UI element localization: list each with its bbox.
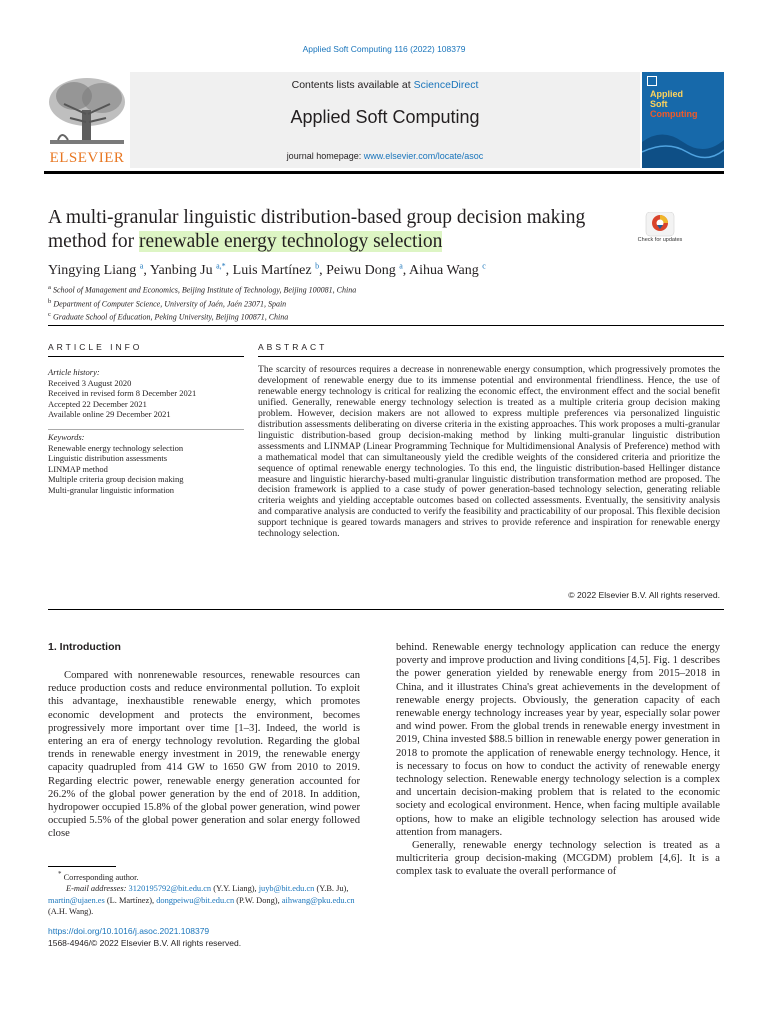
abstract-heading: ABSTRACT <box>258 342 328 352</box>
author-name: Yanbing Ju <box>149 262 213 278</box>
email-owner: (P.W. Dong), <box>234 895 282 905</box>
abstract-copyright: © 2022 Elsevier B.V. All rights reserved. <box>568 590 720 600</box>
author-separator: , <box>225 262 233 278</box>
keyword: Linguistic distribution assessments <box>48 453 167 463</box>
abstract-text: The scarcity of resources requires a decrease in nonrenewable energy consumption, which progressively promotes the development of renewable energy due to its immense potential and environmental friendliness. Hence, the use of renewable energy technology is critical for realizing the economic effect, the environment effect and the social benefit unified. Generally, renewable energy technology selection is treated as a multiple criteria group decision making problem. However, decision makers are not allowed to express multiple preferences via personalized linguistic distribution assessments deliberating on diverse criteria in the existing approaches. This work proposes a multi-granular linguistic distribution-based group decision-making method by linking multi-granular linguistic distribution assessments and LINMAP (Linear Programming Technique for Multidimensional Analysis of Preference) method with a mathematical model that can simultaneously yield the credible weights of the considered criteria and prioritize the sequence of optimal renewable energy technologies. To this end, the linguistic distribution-based Hellinger distance measure and linguistic hierarchy-based multi-granular linguistic distribution transformation method are proposed. The decision framework is applied to a case study of power generation-based technology selection, generating reliable criteria weights and yielding acceptable outcomes based on collected assessments. Eventually, the sensitivity analysis and comparative analysis are conducted to verify the feasibility and practicability of our proposal. This flexible decision support technique is geared towards managers and strives to provide reference and inspiration for renewable energy technology selection. <box>258 364 720 540</box>
journal-citation-link[interactable]: Applied Soft Computing 116 (2022) 108379 <box>302 44 466 54</box>
cover-title-line: Computing <box>650 109 698 119</box>
author[interactable] <box>409 263 486 278</box>
author-affiliation-mark[interactable]: b <box>315 261 320 270</box>
journal-title: Applied Soft Computing <box>290 107 480 127</box>
author-name: Aihua Wang <box>409 262 479 278</box>
cover-title-line: Applied <box>650 89 683 99</box>
keywords-rule <box>48 429 244 430</box>
author[interactable] <box>150 263 233 278</box>
email-link[interactable]: dongpeiwu@bit.edu.cn <box>156 895 235 905</box>
cover-emblem-icon <box>647 76 657 86</box>
corresponding-mark: * <box>58 870 62 878</box>
author-affiliation-mark[interactable]: a <box>399 261 403 270</box>
affiliation-text: Department of Computer Science, University of Jaén, Jaén 23071, Spain <box>53 299 287 309</box>
author-affiliation-mark[interactable]: a,* <box>216 261 226 270</box>
journal-cover-thumbnail[interactable] <box>642 72 724 168</box>
email-owner: (Y.B. Ju), <box>314 884 349 894</box>
check-for-updates-label[interactable]: Check for updates <box>637 237 683 243</box>
cover-wave-graphic <box>642 122 724 168</box>
author-separator: , <box>319 262 327 278</box>
elsevier-wordmark: ELSEVIER <box>49 150 125 166</box>
author-name: Peiwu Dong <box>326 262 396 278</box>
author[interactable] <box>326 263 409 278</box>
affiliation <box>48 296 648 310</box>
author-list <box>48 261 728 279</box>
homepage-prefix: journal homepage: <box>286 151 364 161</box>
article-info-rule <box>48 356 244 357</box>
author-affiliation-mark[interactable]: c <box>482 261 486 270</box>
author-separator: , <box>143 262 150 278</box>
masthead-rule <box>44 171 724 174</box>
email-link[interactable]: 3120195792@bit.edu.cn <box>128 884 212 894</box>
cover-title-line: Soft <box>650 99 668 109</box>
doi-link[interactable]: https://doi.org/10.1016/j.asoc.2021.108379 <box>48 926 210 936</box>
email-owner: (Y.Y. Liang), <box>211 884 259 894</box>
footnote-rule <box>48 866 116 867</box>
article-title-highlight: renewable energy technology selection <box>138 231 443 252</box>
affiliation-text: Graduate School of Education, Peking University, Beijing 100871, China <box>52 312 289 322</box>
homepage-line <box>130 151 640 161</box>
body-column-right <box>396 641 720 879</box>
author-affiliation-mark[interactable]: a <box>139 261 144 270</box>
body-paragraph: Compared with nonrenewable resources, renewable resources can reduce production costs and reduce environmental pollution. To exploit this advantage, inexhaustible renewable energy, which promotes economic development and protects the environment, becomes progressively more important over time [1–3]. Indeed, the world is entering an era of energy technology revolution. Regarding the global trends in renewable energy investment in 2019, the renewable energy capacity quadrupled from 414 GW to 1650 GW from 2010 to 2019. Regarding electric power, renewable energy generation accounted for 26.2% of the global power generation by the end of 2018. In addition, hydropower occupied 15.8% of the global power generation, wind power occupied 5.5% of the global power generation and solar energy followed close <box>48 670 360 840</box>
affiliation-mark: b <box>48 297 52 305</box>
history-item: Available online 29 December 2021 <box>48 409 171 419</box>
email-owner: (L. Martínez), <box>104 895 157 905</box>
issn-copyright: 1568-4946/© 2022 Elsevier B.V. All rights reserved. <box>48 938 242 948</box>
body-column-left <box>48 669 360 841</box>
header-divider <box>48 325 724 326</box>
abstract-divider <box>48 609 724 610</box>
keywords-label: Keywords: <box>48 432 85 442</box>
email-link[interactable]: juyb@bit.edu.cn <box>258 884 315 894</box>
history-item: Received 3 August 2020 <box>48 377 132 388</box>
history-item: Accepted 22 December 2021 <box>48 398 147 409</box>
body-paragraph: behind. Renewable energy technology application can reduce the energy poverty and improve production and living conditions [4,5]. Fig. 1 describes the power generation yielded by renewable energy from 2015–2018 in China, and it illustrates China's great achievements in the development of renewable energy projects. Obviously, the generation capacity of each renewable energy technology increases year by year, especially solar power and wind power. From the global trends in renewable energy investment in 2019, China invested $88.5 billion in renewable energy power generation in 2018 to promote the application of renewable energy technology. Hence, it is necessary to focus on how to conduct the activity of renewable energy technology selection. Renewable energy technology selection is a complex and uncertain decision-making problem that is related to the economic society and ecological environment. Hence, when facing multiple available options, how to make an eligible technology selection has aroused wide attention from managers. <box>396 642 720 838</box>
email-link[interactable]: martin@ujaen.es <box>48 895 105 905</box>
keyword: Renewable energy technology selection <box>48 442 184 453</box>
keyword: Multi-granular linguistic information <box>48 484 175 495</box>
article-title <box>48 206 628 254</box>
email-owner: (A.H. Wang). <box>48 907 94 917</box>
affiliation <box>48 282 648 296</box>
article-title-text: A multi-granular linguistic distribution-based group decision making method for <box>48 207 586 252</box>
author-name: Yingying Liang <box>48 262 137 278</box>
keyword: LINMAP method <box>48 463 108 474</box>
affiliations <box>48 282 648 323</box>
author-name: Luis Martínez <box>232 262 312 278</box>
introduction-heading: 1. Introduction <box>48 641 121 653</box>
author[interactable] <box>233 263 326 278</box>
email-label: E-mail addresses: <box>66 884 127 894</box>
article-info-heading: ARTICLE INFO <box>48 342 143 352</box>
article-history <box>48 367 244 420</box>
contents-prefix: Contents lists available at <box>291 79 414 91</box>
history-label: Article history: <box>48 367 100 377</box>
homepage-link[interactable]: www.elsevier.com/locate/asoc <box>363 151 484 161</box>
footnotes <box>48 869 360 918</box>
email-link[interactable]: aihwang@pku.edu.cn <box>281 895 355 905</box>
sciencedirect-link[interactable]: ScienceDirect <box>413 79 479 91</box>
affiliation-mark: c <box>48 311 51 319</box>
corresponding-text: Corresponding author. <box>63 872 139 882</box>
author[interactable] <box>48 263 150 278</box>
affiliation-mark: a <box>48 284 51 291</box>
corresponding-author-note <box>48 869 360 883</box>
cover-title <box>650 89 698 119</box>
keyword: Multiple criteria group decision making <box>48 474 184 484</box>
body-paragraph: Generally, renewable energy technology selection is treated as a multicriteria group decision-making (MCGDM) problem [4,6]. It is a complex task to evaluate the overall performance of <box>396 840 720 878</box>
history-item: Received in revised form 8 December 2021 <box>48 388 197 398</box>
affiliation <box>48 309 648 323</box>
affiliation-text: School of Management and Economics, Beijing Institute of Technology, Beijing 100081, China <box>52 285 357 295</box>
keywords <box>48 432 244 495</box>
author-separator: , <box>402 262 409 278</box>
abstract-rule <box>258 356 724 357</box>
contents-line <box>130 79 640 91</box>
email-addresses <box>48 883 360 918</box>
